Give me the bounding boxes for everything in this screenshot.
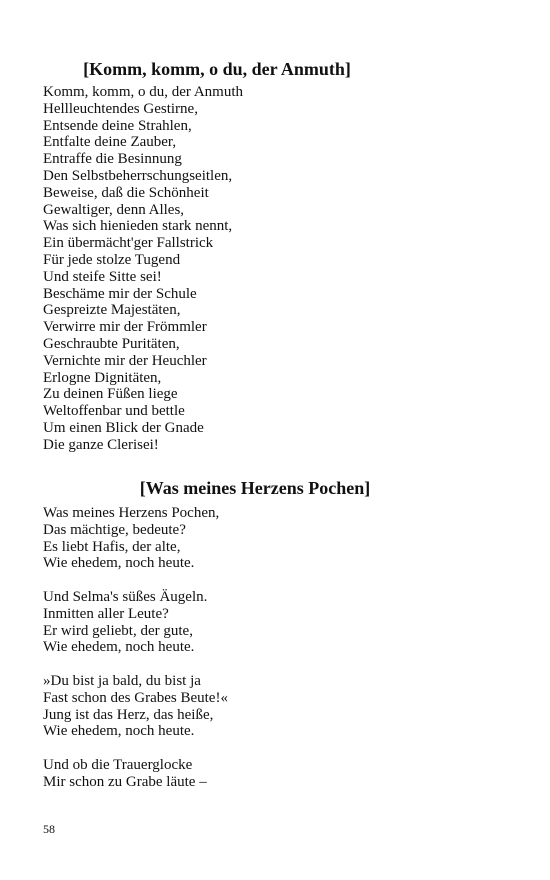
stanza [43, 505, 228, 572]
verse-line: Beweise, daß die Schönheit [43, 184, 209, 201]
verse-line: Um einen Blick der Gnade [43, 419, 204, 436]
verse-line: Es liebt Hafis, der alte, [43, 538, 181, 555]
verse-line: Wie ehedem, noch heute. [43, 555, 195, 572]
verse-line: Jung ist das Herz, das heiße, [43, 706, 214, 723]
verse-line: Weltoffenbar und bettle [43, 403, 185, 420]
verse-line: Beschäme mir der Schule [43, 285, 197, 302]
stanza [43, 589, 228, 656]
verse-line: Inmitten aller Leute? [43, 605, 169, 622]
verse-line: Fast schon des Grabes Beute!« [43, 689, 228, 706]
verse-line: Für jede stolze Tugend [43, 251, 181, 268]
verse-line: Komm, komm, o du, der Anmuth [43, 84, 243, 100]
verse-line: Hellleuchtendes Gestirne, [43, 100, 198, 117]
stanza [43, 84, 243, 454]
stanza [43, 673, 228, 740]
stanza [43, 757, 228, 791]
verse-line: Entraffe die Besinnung [43, 151, 182, 168]
verse-line: Mir schon zu Grabe läute – [43, 773, 207, 790]
page-number: 58 [43, 822, 55, 836]
poem-body [43, 505, 228, 791]
verse-line: Entfalte deine Zauber, [43, 134, 177, 151]
verse-line: Entsende deine Strahlen, [43, 117, 192, 134]
verse-line: Erlogne Dignitäten, [43, 369, 162, 386]
verse-line: Das mächtige, bedeute? [43, 521, 186, 538]
verse-line: Was meines Herzens Pochen, [43, 505, 220, 521]
verse-line: Er wird geliebt, der gute, [43, 622, 193, 639]
verse-line: Ein übermächt'ger Fallstrick [43, 235, 214, 252]
verse-line: Den Selbstbeherrschungseitlen, [43, 167, 233, 184]
verse-line: Gespreizte Majestäten, [43, 302, 181, 319]
poem-title: [Komm, komm, o du, der Anmuth] [83, 59, 351, 79]
poem-body [43, 84, 243, 454]
verse-line: Und ob die Trauerglocke [43, 756, 193, 773]
verse-line: Die ganze Clerisei! [43, 436, 159, 453]
verse-line: Gewaltiger, denn Alles, [43, 201, 185, 218]
verse-line: Geschraubte Puritäten, [43, 335, 180, 352]
verse-line: Vernichte mir der Heuchler [43, 352, 207, 369]
verse-line: Und Selma's süßes Äugeln. [43, 588, 208, 605]
verse-line: »Du bist ja bald, du bist ja [43, 672, 201, 689]
verse-line: Wie ehedem, noch heute. [43, 639, 195, 656]
verse-line: Verwirre mir der Frömmler [43, 319, 207, 336]
poem-title: [Was meines Herzens Pochen] [139, 478, 371, 498]
verse-line: Was sich hienieden stark nennt, [43, 218, 233, 235]
verse-line: Zu deinen Füßen liege [43, 386, 178, 403]
verse-line: Wie ehedem, noch heute. [43, 723, 195, 740]
verse-line: Und steife Sitte sei! [43, 268, 162, 285]
